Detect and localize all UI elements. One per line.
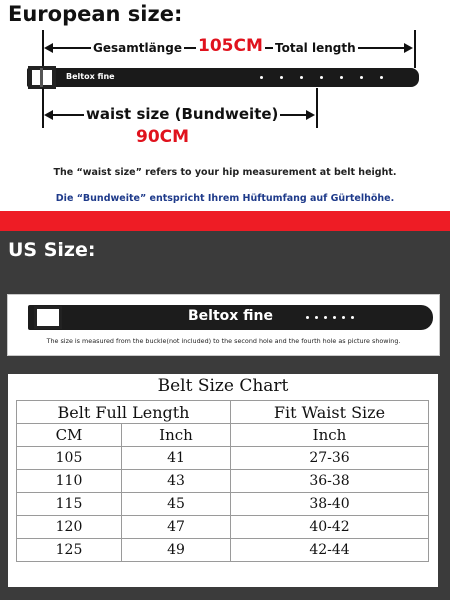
table-cell: 45 — [122, 493, 231, 516]
us-size-heading: US Size: — [8, 239, 96, 261]
table-cell: 42-44 — [231, 539, 429, 562]
chart-title: Belt Size Chart — [157, 376, 289, 396]
table-cell: 36-38 — [231, 470, 429, 493]
size-table — [16, 400, 429, 562]
total-length-right-tick — [414, 30, 416, 68]
table-row — [17, 539, 429, 562]
column-header-inch-length: Inch — [122, 424, 231, 447]
group-header-fit-waist-size: Fit Waist Size — [231, 401, 429, 424]
table-cell: 125 — [17, 539, 122, 562]
us-belt-panel — [7, 294, 440, 356]
table-row — [17, 493, 429, 516]
table-group-header-row — [17, 401, 429, 424]
belt-hole — [320, 76, 323, 79]
table-cell: 47 — [122, 516, 231, 539]
total-length-label-en: Total length — [275, 41, 356, 55]
waist-left-arrow-icon — [44, 110, 53, 120]
table-cell: 38-40 — [231, 493, 429, 516]
waist-note-de: Die “Bundweite” entspricht Ihrem Hüftumfang auf Gürtelhöhe. — [55, 193, 395, 204]
table-row — [17, 447, 429, 470]
column-header-cm: CM — [17, 424, 122, 447]
total-length-right-arrow-icon — [404, 43, 413, 53]
belt-hole — [280, 76, 283, 79]
waist-right-tick — [316, 88, 318, 128]
belt-hole — [360, 76, 363, 79]
table-row — [17, 516, 429, 539]
us-belt-hole — [342, 316, 345, 319]
us-belt-brand-label: Beltox fine — [188, 308, 274, 324]
table-cell: 41 — [122, 447, 231, 470]
table-row — [17, 470, 429, 493]
belt-size-chart — [8, 374, 438, 587]
us-buckle-icon — [34, 306, 62, 329]
belt-hole — [300, 76, 303, 79]
waist-left-tick — [42, 88, 44, 128]
waist-size-label: waist size (Bundweite) — [86, 105, 279, 123]
table-cell: 40-42 — [231, 516, 429, 539]
us-belt-hole — [324, 316, 327, 319]
us-size-section — [0, 231, 450, 600]
belt-hole — [260, 76, 263, 79]
us-belt-hole — [306, 316, 309, 319]
belt-hole — [340, 76, 343, 79]
us-belt-hole — [351, 316, 354, 319]
us-belt-hole — [333, 316, 336, 319]
table-cell: 27-36 — [231, 447, 429, 470]
table-cell: 115 — [17, 493, 122, 516]
table-cell: 120 — [17, 516, 122, 539]
group-header-belt-full-length: Belt Full Length — [17, 401, 231, 424]
section-divider-band — [0, 211, 450, 231]
total-length-value: 105CM — [198, 36, 263, 56]
us-belt-hole — [315, 316, 318, 319]
waist-note-en: The “waist size” refers to your hip measurement at belt height. — [53, 167, 397, 178]
us-measurement-note: The size is measured from the buckle(not included) to the second hole and the fourth hole as picture showing. — [46, 337, 401, 345]
belt-hole — [380, 76, 383, 79]
table-cell: 43 — [122, 470, 231, 493]
waist-size-value: 90CM — [136, 127, 190, 147]
total-length-label-de: Gesamtlänge — [93, 41, 182, 55]
belt-brand-label: Beltox fine — [66, 72, 115, 81]
european-size-section — [0, 0, 450, 210]
total-length-left-arrow-icon — [44, 43, 53, 53]
waist-right-arrow-icon — [306, 110, 315, 120]
column-header-inch-waist: Inch — [231, 424, 429, 447]
european-size-heading: European size: — [8, 2, 183, 26]
table-column-header-row — [17, 424, 429, 447]
table-cell: 49 — [122, 539, 231, 562]
table-cell: 105 — [17, 447, 122, 470]
buckle-prong-icon — [40, 68, 43, 87]
table-cell: 110 — [17, 470, 122, 493]
